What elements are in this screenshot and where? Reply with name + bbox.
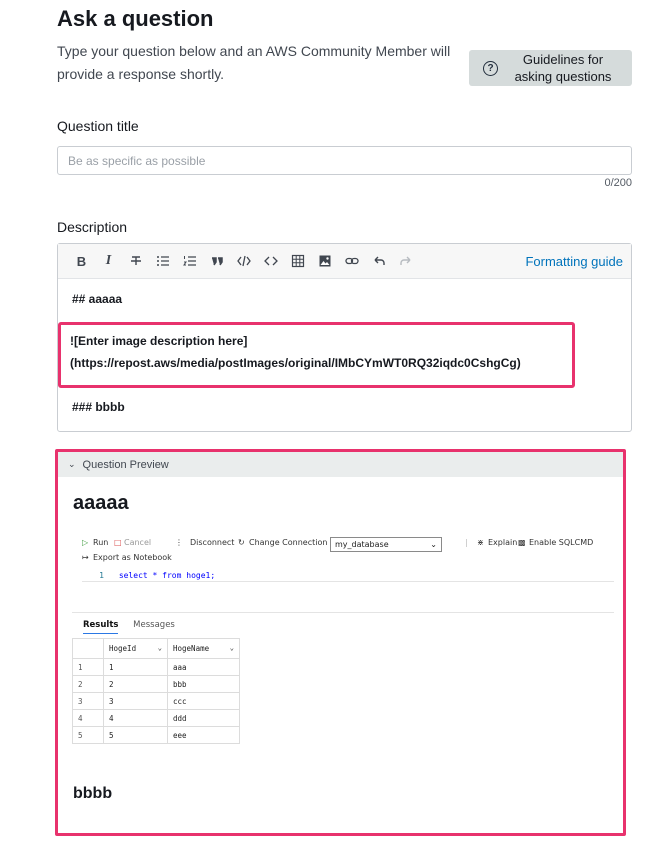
editor-line-heading3: ### bbbb bbox=[72, 400, 125, 414]
sqlcmd-label: Enable SQLCMD bbox=[529, 538, 594, 547]
change-connection-icon: ↻ bbox=[238, 538, 245, 547]
row-number-header bbox=[73, 639, 104, 659]
database-select bbox=[330, 537, 442, 552]
table-row: 5 5 eee bbox=[73, 727, 240, 744]
cancel-label: Cancel bbox=[124, 538, 152, 547]
redo-icon[interactable] bbox=[392, 249, 419, 273]
guidelines-button-label: Guidelines for asking questions bbox=[514, 52, 612, 84]
numbered-list-icon[interactable] bbox=[176, 249, 203, 273]
guidelines-button[interactable] bbox=[469, 50, 632, 86]
bullet-list-icon[interactable] bbox=[149, 249, 176, 273]
run-icon: ▷ bbox=[82, 538, 89, 547]
explain-icon: ⋇ bbox=[477, 538, 484, 547]
quote-icon[interactable] bbox=[203, 249, 230, 273]
table-row: 1 1 aaa bbox=[73, 659, 240, 676]
table-row: 4 4 ddd bbox=[73, 710, 240, 727]
preview-heading-3: bbbb bbox=[73, 785, 113, 802]
undo-icon[interactable] bbox=[365, 249, 392, 273]
sqlcmd-icon: ▩ bbox=[518, 538, 526, 547]
help-icon: ? bbox=[483, 61, 498, 76]
italic-icon[interactable]: I bbox=[105, 253, 112, 268]
question-title-label: Question title bbox=[57, 118, 139, 134]
code-block-icon[interactable] bbox=[257, 249, 284, 273]
run-label: Run bbox=[93, 538, 109, 547]
character-counter: 0/200 bbox=[604, 177, 632, 189]
chevron-down-icon: ⌄ bbox=[430, 540, 437, 549]
code-text: select * from hoge1; bbox=[118, 571, 216, 580]
code-icon[interactable] bbox=[230, 249, 257, 273]
strikethrough-icon[interactable] bbox=[122, 249, 149, 273]
bold-icon[interactable]: B bbox=[76, 253, 87, 269]
chevron-down-icon: ⌄ bbox=[229, 644, 234, 652]
description-label: Description bbox=[57, 219, 128, 235]
explain-label: Explain bbox=[488, 538, 518, 547]
toolbar-divider: | bbox=[465, 538, 468, 547]
line-number: 1 bbox=[99, 571, 104, 580]
preview-heading-1: aaaaa bbox=[73, 492, 129, 514]
editor-line-image-alt: ![Enter image description here] bbox=[70, 334, 248, 348]
disconnect-icon: ⋮ bbox=[175, 538, 183, 547]
tab-results: Results bbox=[83, 620, 118, 634]
cancel-icon: □ bbox=[114, 538, 122, 547]
results-separator bbox=[72, 612, 614, 613]
page-intro: Type your question below and an AWS Community Member will provide a response shortly. bbox=[57, 43, 451, 82]
tab-messages: Messages bbox=[133, 620, 175, 630]
database-select-value: my_database bbox=[335, 540, 389, 549]
formatting-guide-link[interactable]: Formatting guide bbox=[525, 253, 623, 269]
chevron-down-icon: ⌄ bbox=[157, 644, 162, 652]
result-tabs bbox=[83, 620, 175, 630]
table-row: 3 3 ccc bbox=[73, 693, 240, 710]
change-connection-label: Change Connection bbox=[249, 538, 328, 547]
image-markdown-highlight bbox=[58, 322, 575, 388]
chevron-down-icon: ⌄ bbox=[68, 459, 76, 469]
page-title: Ask a question bbox=[57, 6, 214, 31]
question-title-input[interactable] bbox=[57, 146, 632, 175]
embedded-screenshot bbox=[72, 532, 620, 750]
table-icon[interactable] bbox=[284, 249, 311, 273]
editor-toolbar bbox=[58, 244, 631, 279]
code-line bbox=[82, 570, 614, 582]
editor-line-heading2: ## aaaaa bbox=[72, 292, 123, 306]
export-label: Export as Notebook bbox=[93, 553, 172, 562]
column-header: HogeName ⌄ bbox=[168, 639, 240, 659]
link-icon[interactable] bbox=[338, 249, 365, 273]
disconnect-label: Disconnect bbox=[190, 538, 235, 547]
image-icon[interactable] bbox=[311, 249, 338, 273]
export-icon: ↦ bbox=[82, 553, 89, 562]
question-preview-label: Question Preview bbox=[82, 458, 169, 471]
results-grid bbox=[72, 638, 240, 744]
table-row: 2 2 bbb bbox=[73, 676, 240, 693]
editor-line-image-url: (https://repost.aws/media/postImages/original/IMbCYmWT0RQ32iqdc0CshgCg) bbox=[70, 356, 521, 370]
column-header: HogeId ⌄ bbox=[104, 639, 168, 659]
